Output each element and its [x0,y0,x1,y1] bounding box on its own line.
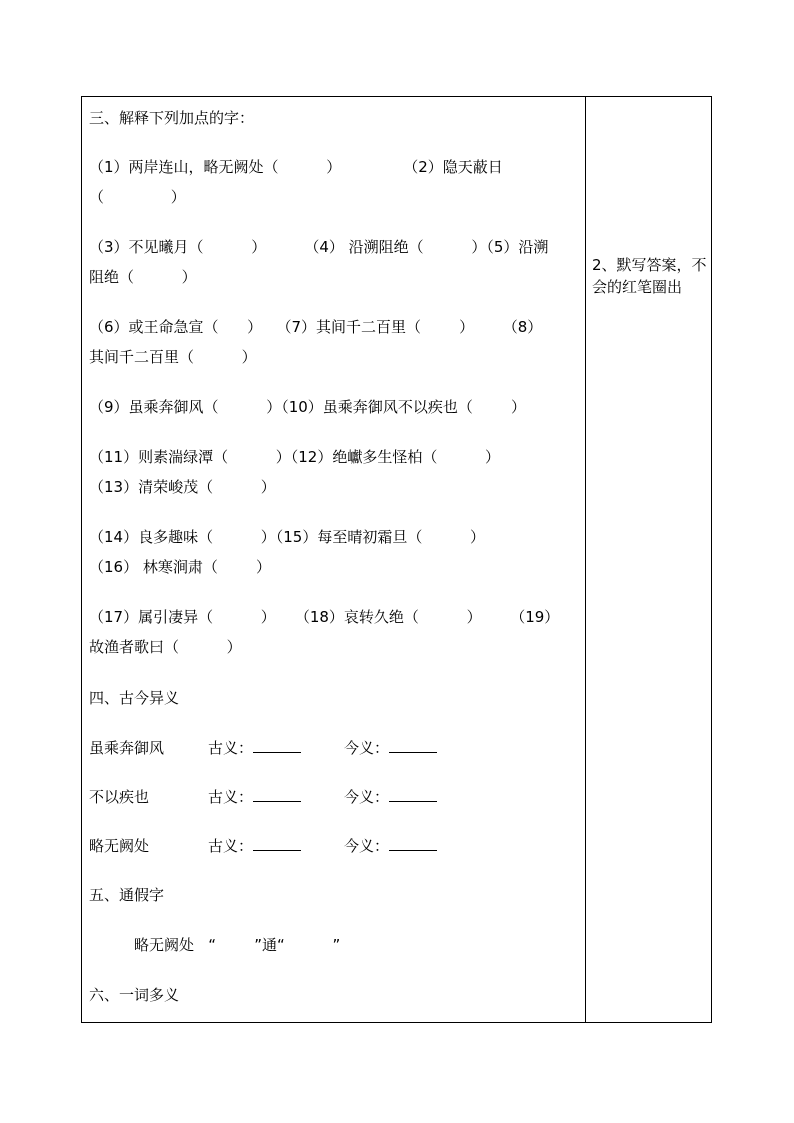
modern-label: 今义： [344,788,390,806]
modern-meaning [344,836,437,856]
ancient-label: 古义： [208,788,254,806]
modern-meaning [344,738,437,758]
item-line: （6）或王命急宣（ ） （7）其间千二百里（ ） （8） [89,318,543,336]
item-line: （11）则素湍绿潭（ ）（12）绝巘多生怪柏（ ） [89,448,501,466]
answer-blank[interactable] [253,738,301,753]
item-line: （14）良多趣味（ ）（15）每至晴初霜旦（ ） [89,528,486,546]
modern-meaning [344,787,437,807]
modern-label: 今义： [344,739,390,757]
section4-title: 四、古今异义 [89,689,180,707]
answer-blank[interactable] [253,836,301,851]
tongjia-line: 略无阙处 “ ”通“ ” [134,936,341,954]
item-line: 阻绝（ ） [89,268,197,286]
ancient-meaning [208,787,301,807]
term-word: 不以疾也 [89,788,150,806]
term-word: 虽乘奔御风 [89,739,165,757]
modern-label: 今义： [344,837,390,855]
item-line: （1）两岸连山，略无阙处（ ） （2）隐天蔽日 [89,158,503,176]
item-line: （17）属引凄异（ ） （18）哀转久绝（ ） （19） [89,608,560,626]
item-line: （16） 林寒涧肃（ ） [89,558,272,576]
ancient-meaning [208,836,301,856]
ancient-label: 古义： [208,837,254,855]
section5-title: 五、通假字 [89,886,165,904]
ancient-label: 古义： [208,739,254,757]
section3-title: 三、解释下列加点的字： [89,109,255,127]
answer-blank[interactable] [389,836,437,851]
section6-title: 六、一词多义 [89,986,180,1004]
item-line: （9）虽乘奔御风（ ）（10）虽乘奔御风不以疾也（ ） [89,398,526,416]
side-note: 2、默写答案，不会的红笔圈出 [592,256,707,296]
term-word: 略无阙处 [89,837,150,855]
item-line: （3）不见曦月（ ） （4） 沿溯阻绝（ ）（5）沿溯 [89,238,549,256]
item-line: （ ） [89,188,186,206]
item-line: （13）清荣峻茂（ ） [89,478,276,496]
ancient-meaning [208,738,301,758]
answer-blank[interactable] [389,787,437,802]
item-line: 其间千二百里（ ） [89,348,257,366]
column-divider [585,96,586,1023]
item-line: 故渔者歌曰（ ） [89,638,242,656]
answer-blank[interactable] [389,738,437,753]
answer-blank[interactable] [253,787,301,802]
